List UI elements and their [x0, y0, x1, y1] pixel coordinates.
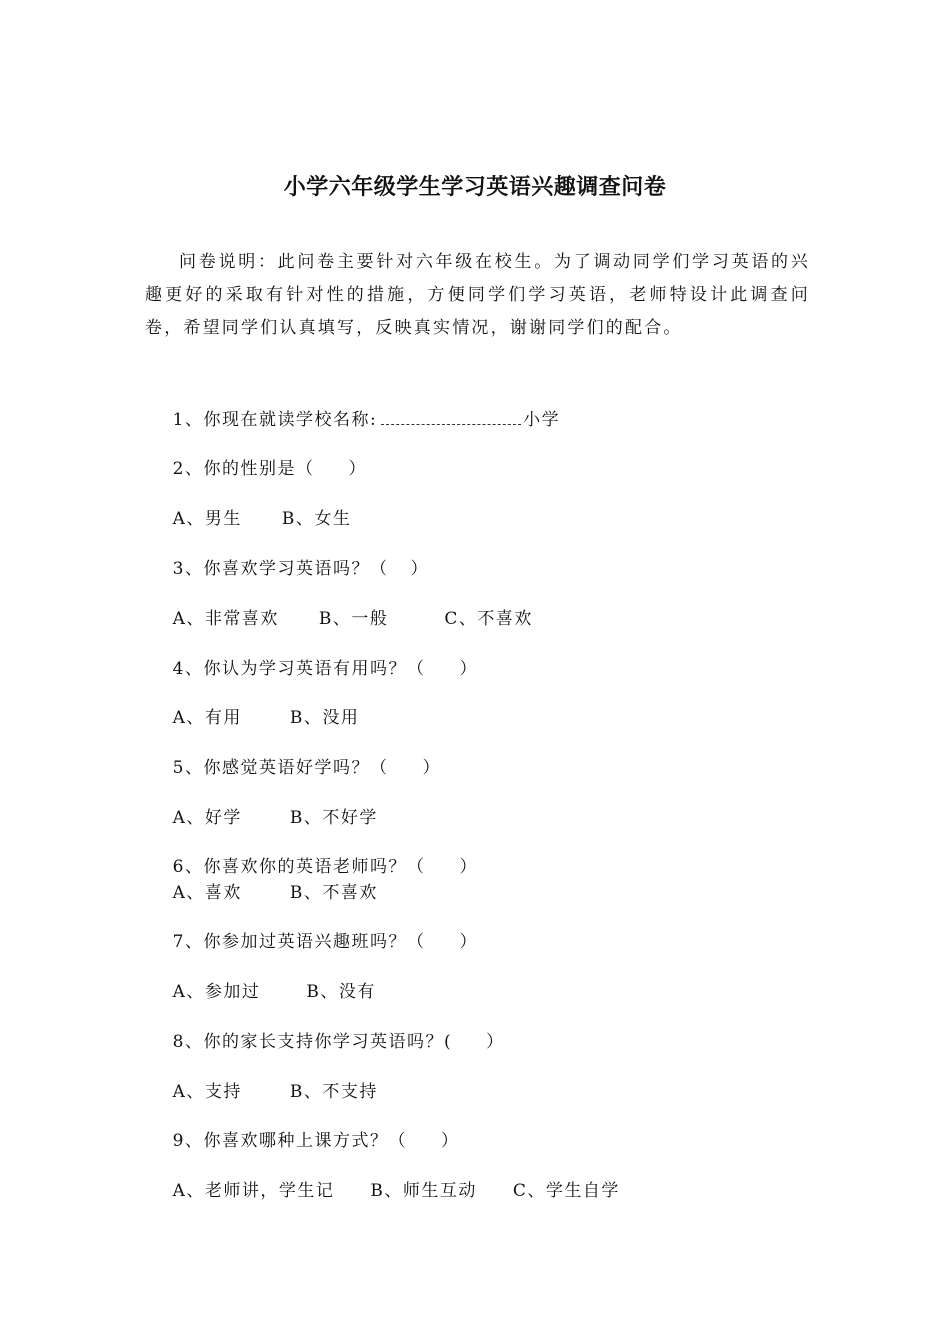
question-4-close: ）: [459, 659, 478, 679]
option-a: A、非常喜欢: [172, 609, 279, 629]
option-a: A、有用: [172, 708, 242, 728]
question-6-close: ）: [459, 857, 478, 877]
question-6-text: 6、你喜欢你的英语老师吗？（: [172, 857, 426, 877]
intro-paragraph: 问卷说明：此问卷主要针对六年级在校生。为了调动同学们学习英语的兴趣更好的采取有针对性的措施，方便同学们学习英语，老师特设计此调查问卷，希望同学们认真填写，反映真实情况，谢谢同学们的配合。: [145, 252, 810, 338]
option-a: A、老师讲，学生记: [172, 1181, 335, 1201]
option-a: A、好学: [172, 808, 242, 828]
option-b: B、一般: [318, 609, 389, 629]
option-a: A、参加过: [172, 982, 261, 1002]
question-1-text: 1、你现在就读学校名称:: [172, 410, 378, 430]
question-8-text: 8、你的家长支持你学习英语吗？(: [172, 1032, 453, 1052]
option-a: A、男生: [172, 509, 242, 529]
question-8-close: ）: [486, 1032, 505, 1052]
option-b: B、女生: [281, 509, 352, 529]
question-5-text: 5、你感觉英语好学吗？（: [172, 758, 389, 778]
option-b: B、不好学: [289, 808, 378, 828]
school-name-blank: [381, 410, 521, 425]
option-b: B、没有: [306, 982, 376, 1002]
question-4-text: 4、你认为学习英语有用吗？（: [172, 659, 426, 679]
option-c: C、不喜欢: [444, 609, 533, 629]
question-9-options: [145, 1156, 620, 1221]
question-3-text: 3、你喜欢学习英语吗？（: [172, 559, 389, 579]
question-3-close: ）: [410, 559, 429, 579]
option-b: B、没用: [289, 708, 360, 728]
question-7-text: 7、你参加过英语兴趣班吗？（: [172, 932, 426, 952]
option-b: B、不喜欢: [289, 883, 378, 903]
question-9-text: 9、你喜欢哪种上课方式？（: [172, 1131, 407, 1151]
question-2-close: ）: [348, 459, 367, 479]
question-7-close: ）: [459, 932, 478, 952]
option-a: A、喜欢: [172, 883, 242, 903]
question-5-close: ）: [422, 758, 441, 778]
question-9-close: ）: [440, 1131, 460, 1151]
option-b: B、师生互动: [370, 1181, 477, 1201]
option-a: A、支持: [172, 1082, 242, 1102]
document-title: 小学六年级学生学习英语兴趣调查问卷: [283, 174, 667, 200]
question-2-text: 2、你的性别是（: [172, 459, 315, 479]
option-c: C、学生自学: [512, 1181, 620, 1201]
question-1-suffix: 小学: [523, 410, 561, 430]
option-b: B、不支持: [289, 1082, 378, 1102]
